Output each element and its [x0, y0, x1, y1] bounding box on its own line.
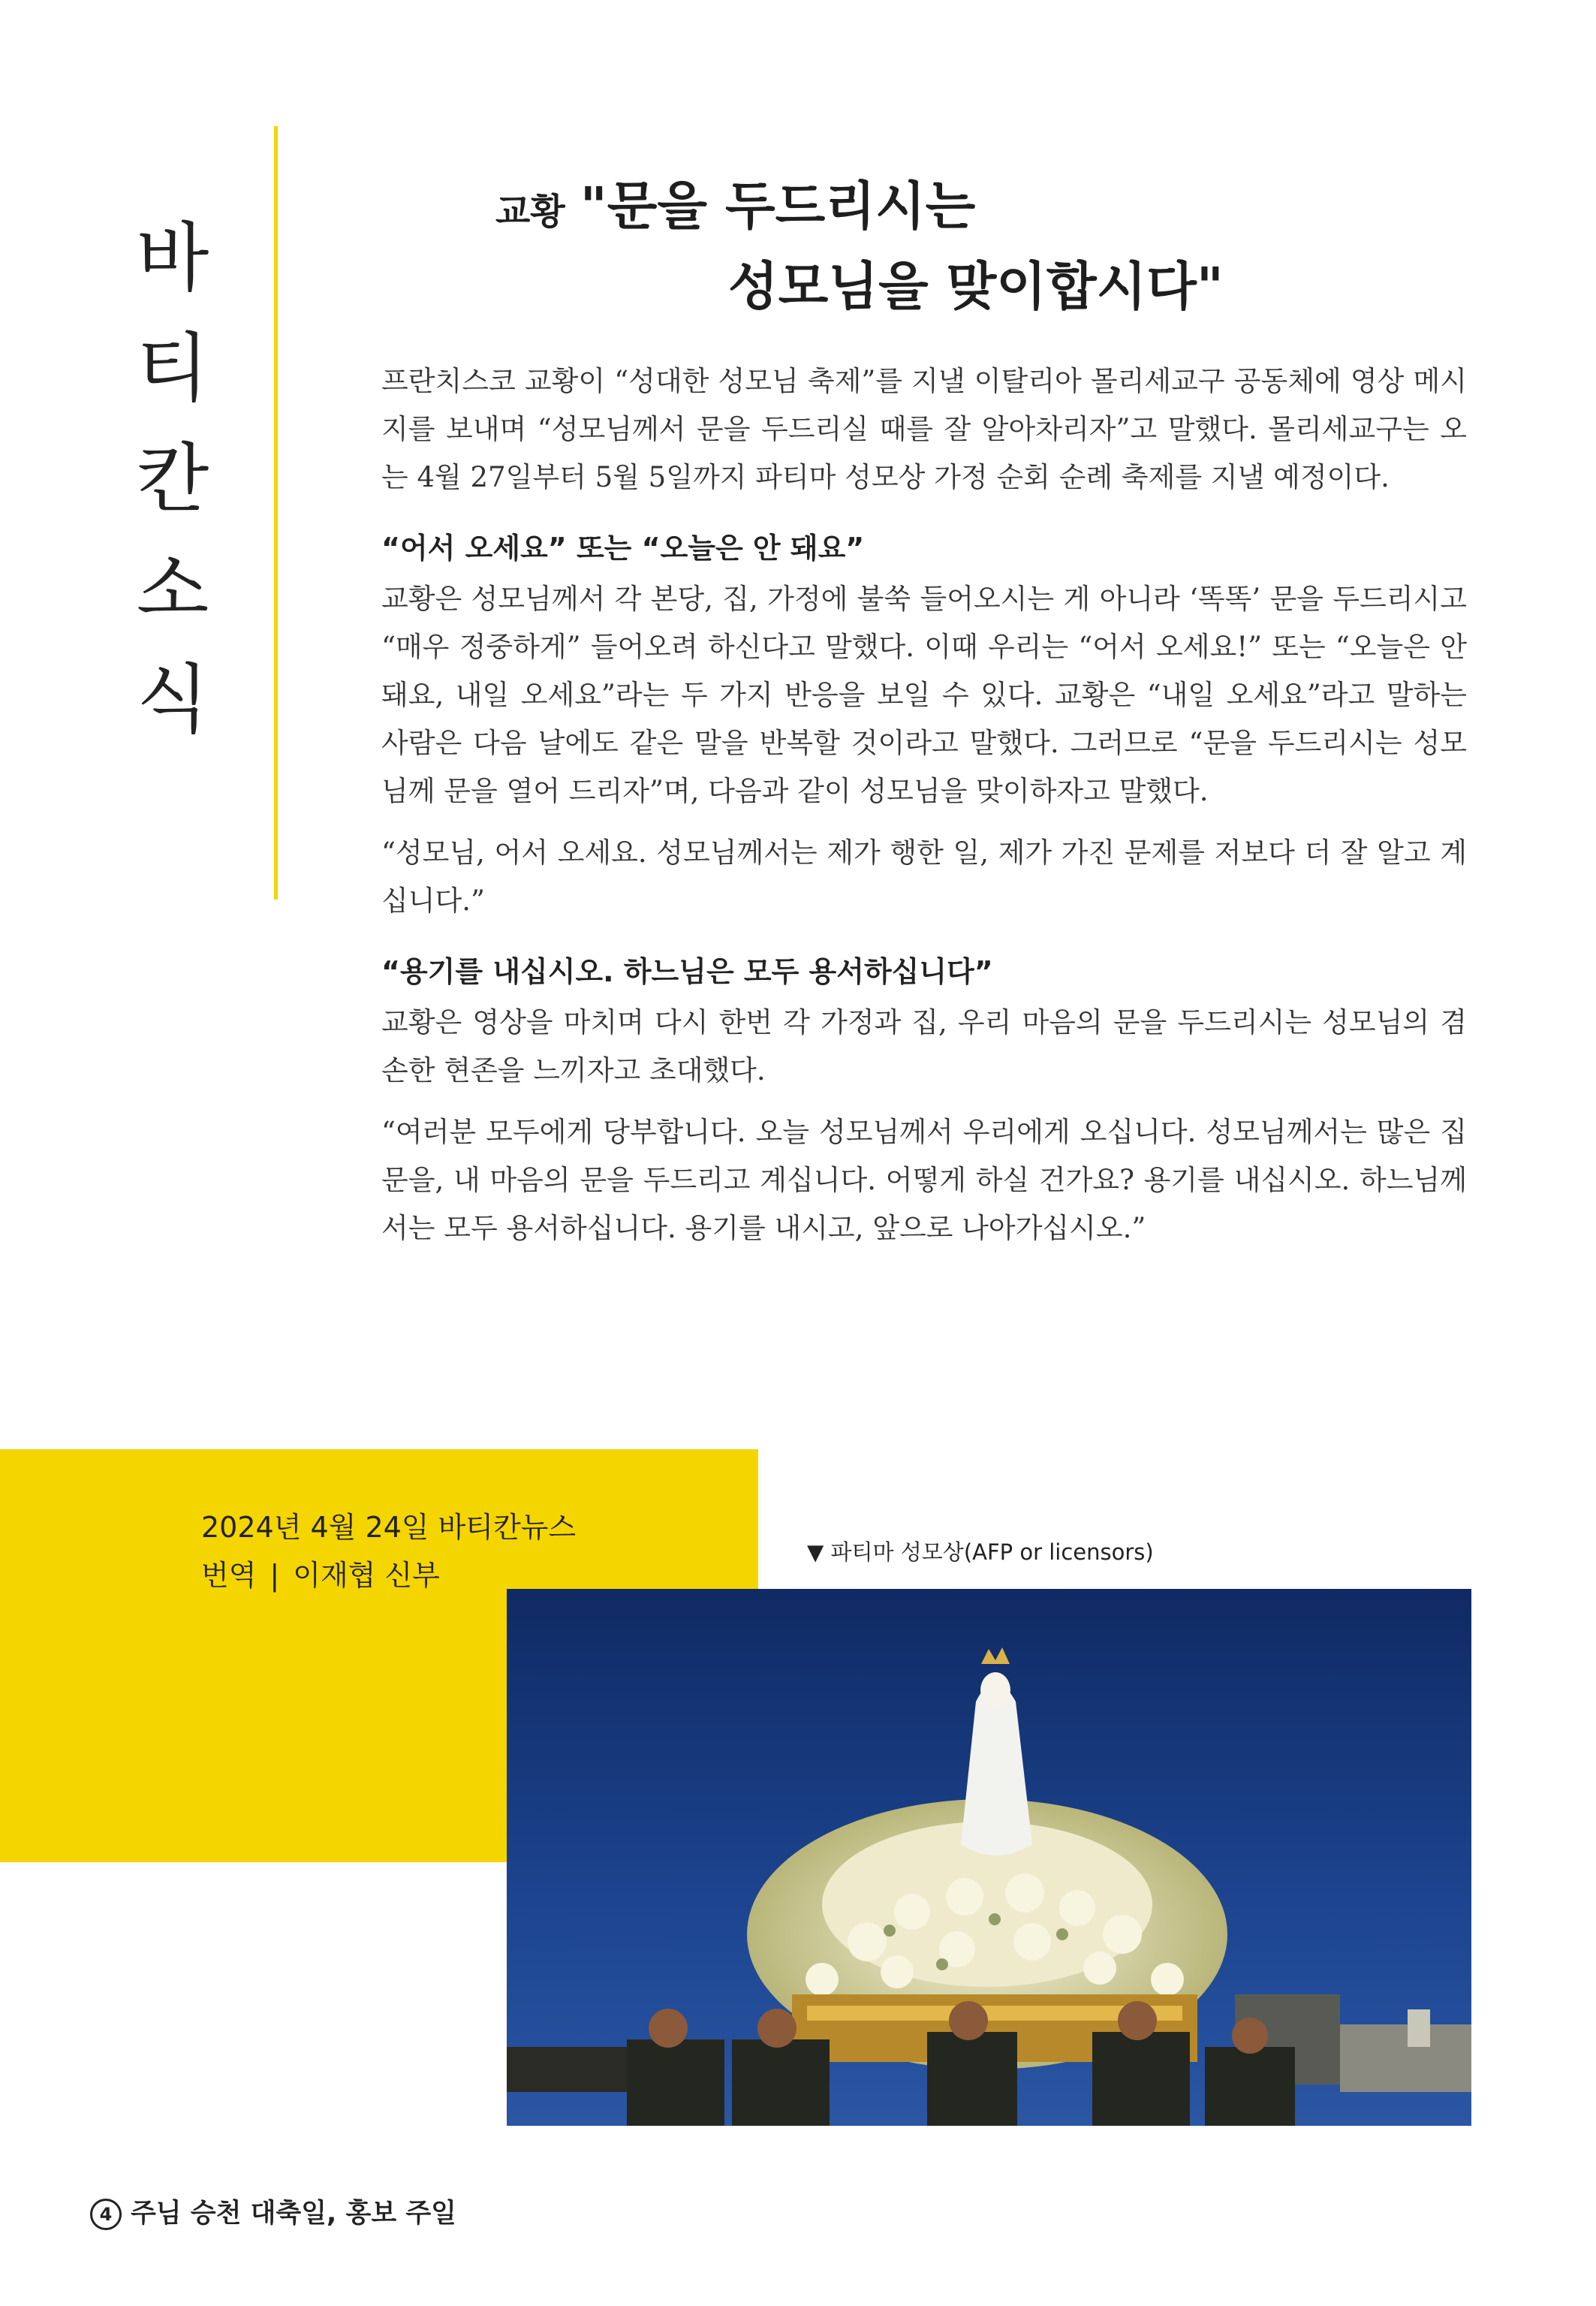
article-subheading-1: “어서 오세요” 또는 “오늘은 안 돼요” — [381, 532, 865, 565]
section-title-char: 식 — [136, 656, 209, 743]
accent-divider-line — [274, 126, 278, 900]
section-title-char: 칸 — [136, 435, 209, 523]
photo-caption: ▼ 파티마 성모상(AFP or licensors) — [807, 1539, 1154, 1565]
page-footer — [90, 2193, 456, 2230]
footer-text: 주님 승천 대축일, 홍보 주일 — [131, 2199, 456, 2229]
article-body — [381, 357, 1467, 1266]
article-quote: “성모님, 어서 오세요. 성모님께서는 제가 행한 일, 제가 가진 문제를 저보다 더 잘 알고 계십니다.” — [381, 836, 1467, 917]
article-headline — [495, 169, 1396, 324]
article-quote: “여러분 모두에게 당부합니다. 오늘 성모님께서 우리에게 오십니다. 성모님께서는 많은 집 문을, 내 마음의 문을 두드리고 계십니다. 어떻게 하실 건가요? 용기를 내십시오. 하느님께서는 모두 용서하십니다. 용기를 내시고, 앞으로 나아가십시오.” — [381, 1116, 1467, 1244]
section-title-char: 바 — [136, 214, 209, 302]
translator-separator: | — [270, 1559, 280, 1592]
section-title-char: 소 — [136, 545, 209, 633]
headline-prefix: 교황 — [495, 191, 565, 233]
source-date-line: 2024년 4월 24일 바티칸뉴스 — [201, 1511, 577, 1544]
section-title-char: 티 — [136, 324, 209, 412]
section-title-vertical — [120, 203, 225, 755]
translator-name: 이재협 신부 — [293, 1559, 440, 1592]
article-subheading-2: “용기를 내십시오. 하느님은 모두 용서하십니다” — [381, 955, 993, 988]
headline-line-2: 성모님을 맞이합시다" — [728, 257, 1224, 317]
translator-label: 번역 — [201, 1559, 257, 1592]
article-intro: 프란치스코 교황이 “성대한 성모님 축제”를 지낼 이탈리아 몰리세교구 공동체에 영상 메시지를 보내며 “성모님께서 문을 두드리실 때를 잘 알아차리자”고 말했다. 몰리세교구는 오는 4월 27일부터 5월 5일까지 파티마 성모상 가정 순회 순례 축제를 지낼 예정이다. — [381, 365, 1467, 493]
page-number: 4 — [90, 2199, 122, 2230]
headline-line-1: "문을 두드리시는 — [580, 176, 976, 237]
article-paragraph: 교황은 영상을 마치며 다시 한번 각 가정과 집, 우리 마음의 문을 두드리시는 성모님의 겸손한 현존을 느끼자고 초대했다. — [381, 1006, 1467, 1087]
article-paragraph: 교황은 성모님께서 각 본당, 집, 가정에 불쑥 들어오시는 게 아니라 ‘똑똑’ 문을 두드리시고 “매우 정중하게” 들어오려 하신다고 말했다. 이때 우리는 “어서 오세요!” 또는 “오늘은 안 돼요, 내일 오세요”라는 두 가지 반응을 보일 수 있다. 교황은 “내일 오세요”라고 말하는 사람은 다음 날에도 같은 말을 반복할 것이라고 말했다. 그러므로 “문을 두드리시는 성모님께 문을 열어 드리자”며, 다음과 같이 성모님을 맞이하자고 말했다. — [381, 583, 1467, 807]
source-credit — [201, 1503, 576, 1599]
fatima-statue-photo — [507, 1589, 1471, 2126]
